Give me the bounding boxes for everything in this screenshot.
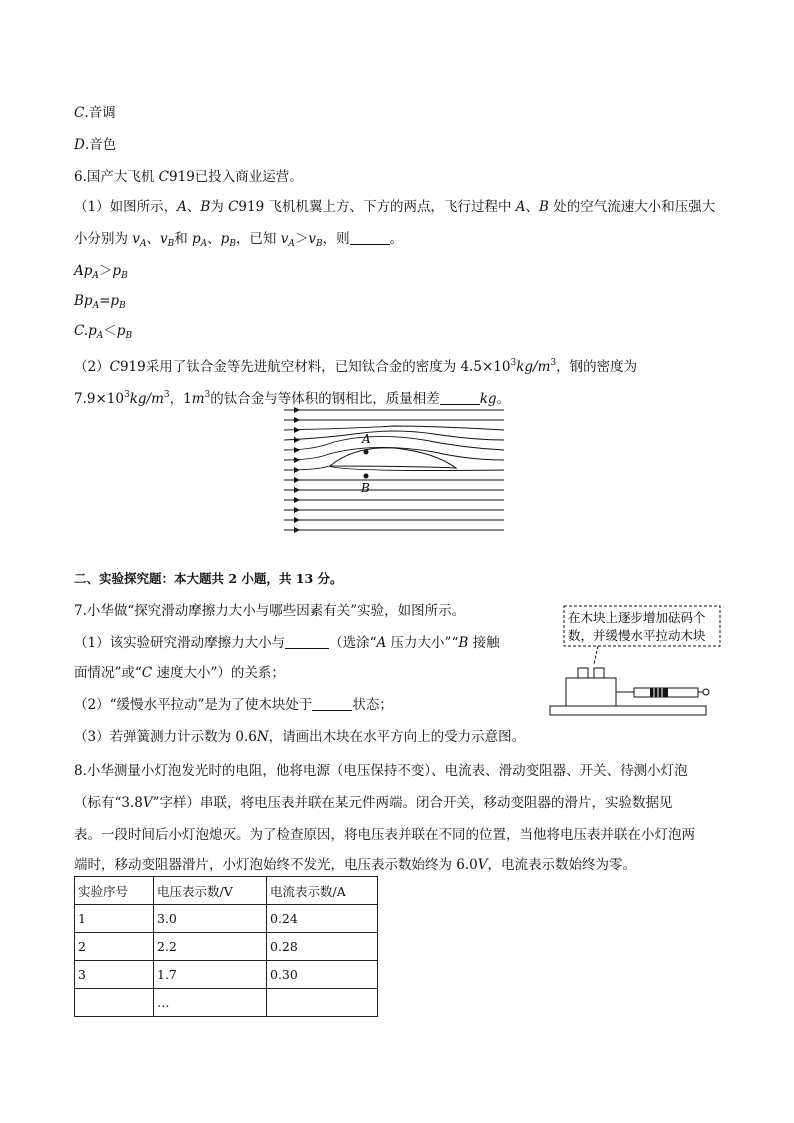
table-cell: 3.0 — [154, 905, 267, 933]
weight — [594, 668, 604, 678]
q8-line3: 表。一段时间后小灯泡熄灭。为了检查原因，将电压表并联在不同的位置，当他将电压表并联在小灯泡两 — [74, 827, 695, 843]
section-heading: 二、实验探究题：本大题共 2 小题，共 13 分。 — [74, 571, 343, 586]
q6-option-c: $C.p_A<p_B$ — [74, 323, 133, 341]
q5-option-c: C.音调 — [74, 105, 116, 121]
streamline — [284, 431, 504, 440]
q7-part1-line1: （1）该实验研究滑动摩擦力大小与 （选涂“A 压力大小”“B 接触 — [74, 635, 500, 651]
point-a-label: A — [362, 432, 371, 446]
data-table — [74, 876, 378, 1017]
table-cell: 1.7 — [154, 961, 267, 989]
callout-text-1: 在木块上逐步增加砝码个 — [568, 610, 706, 625]
table-cell: … — [154, 989, 267, 1017]
table-cell: 0.24 — [267, 905, 378, 933]
q6-part2-line1: （2）C919采用了钛合金等先进航空材料，已知钛合金的密度为 $4.5\times 10^3kg/m^3$，钢的密度为 — [74, 358, 638, 375]
airfoil-streamline-figure — [284, 404, 508, 540]
friction-experiment-figure — [548, 604, 724, 716]
q8-line1: 8.小华测量小灯泡发光时的电阻，他将电源（电压保持不变）、电流表、滑动变阻器、开关、待测小灯泡 — [74, 763, 688, 779]
table-header: 电流表示数/A — [267, 877, 378, 905]
q6-option-a: $Ap_A>p_B$ — [74, 263, 128, 281]
answer-blank[interactable] — [350, 232, 390, 245]
answer-blank[interactable] — [312, 698, 352, 711]
q6-part2-line2: $7.9\times 10^3kg/m^3$，$1m^3$的钛合金与等体积的钢相比，质量相差 kg。 — [74, 390, 511, 407]
streamline — [284, 426, 504, 430]
q6-option-b: $Bp_A=p_B$ — [74, 293, 126, 311]
scale-ring — [703, 689, 709, 695]
point-a-dot — [364, 450, 369, 455]
q7-stem: 7.小华做“探究滑动摩擦力大小与哪些因素有关”实验，如图所示。 — [74, 603, 466, 619]
table-row — [75, 961, 378, 989]
table-board — [550, 706, 706, 715]
q8-line2: （标有“3.8V”字样）串联，将电压表并联在某元件两端。闭合开关，移动变阻器的滑片，实验数据见 — [74, 795, 673, 811]
q7-part1-line2: 面情况”或“C 速度大小”）的关系； — [74, 665, 285, 681]
answer-blank[interactable] — [285, 636, 329, 649]
streamlines — [284, 410, 504, 530]
table-header: 电压表示数/V — [154, 877, 267, 905]
wing-profile — [330, 448, 456, 468]
q7-part3: （3）若弹簧测力计示数为 0.6N，请画出木块在水平方向上的受力示意图。 — [74, 729, 526, 745]
table-cell: 3 — [75, 961, 154, 989]
table-cell: 1 — [75, 905, 154, 933]
weight — [578, 668, 588, 678]
callout-text-2: 数，并缓慢水平拉动木块 — [568, 628, 706, 643]
table-cell: 0.28 — [267, 933, 378, 961]
table-cell — [267, 989, 378, 1017]
table-row — [75, 989, 378, 1017]
table-cell: 0.30 — [267, 961, 378, 989]
q7-part2: （2）“缓慢水平拉动”是为了使木块处于 状态； — [74, 697, 393, 713]
q6-part1-line1: （1）如图所示，A、B为 C919 飞机机翼上方、下方的两点，飞行过程中 A、B 处的空气流速大小和压强大 — [74, 199, 716, 215]
table-cell: 2 — [75, 933, 154, 961]
q5-option-d: D.音色 — [74, 137, 117, 153]
spring-scale-band — [650, 688, 668, 697]
arrowheads — [294, 407, 300, 533]
q6-stem: 6.国产大飞机 C919已投入商业运营。 — [74, 169, 303, 185]
point-b-dot — [364, 474, 369, 479]
table-row — [75, 905, 378, 933]
table-header-row — [75, 877, 378, 905]
table-header: 实验序号 — [75, 877, 154, 905]
q8-line4: 端时，移动变阻器滑片，小灯泡始终不发光，电压表示数始终为 6.0V，电流表示数始终为零。 — [74, 857, 637, 873]
table-row — [75, 933, 378, 961]
table-cell — [75, 989, 154, 1017]
point-b-label: B — [361, 481, 370, 495]
q6-part1-line2: 小分别为 $v_A$、$v_B$和 $p_A$、$p_B$，已知 $v_A>v_B$，则 。 — [74, 231, 404, 249]
wood-block — [566, 678, 616, 706]
callout-pointer — [594, 646, 598, 664]
table-cell: 2.2 — [154, 933, 267, 961]
